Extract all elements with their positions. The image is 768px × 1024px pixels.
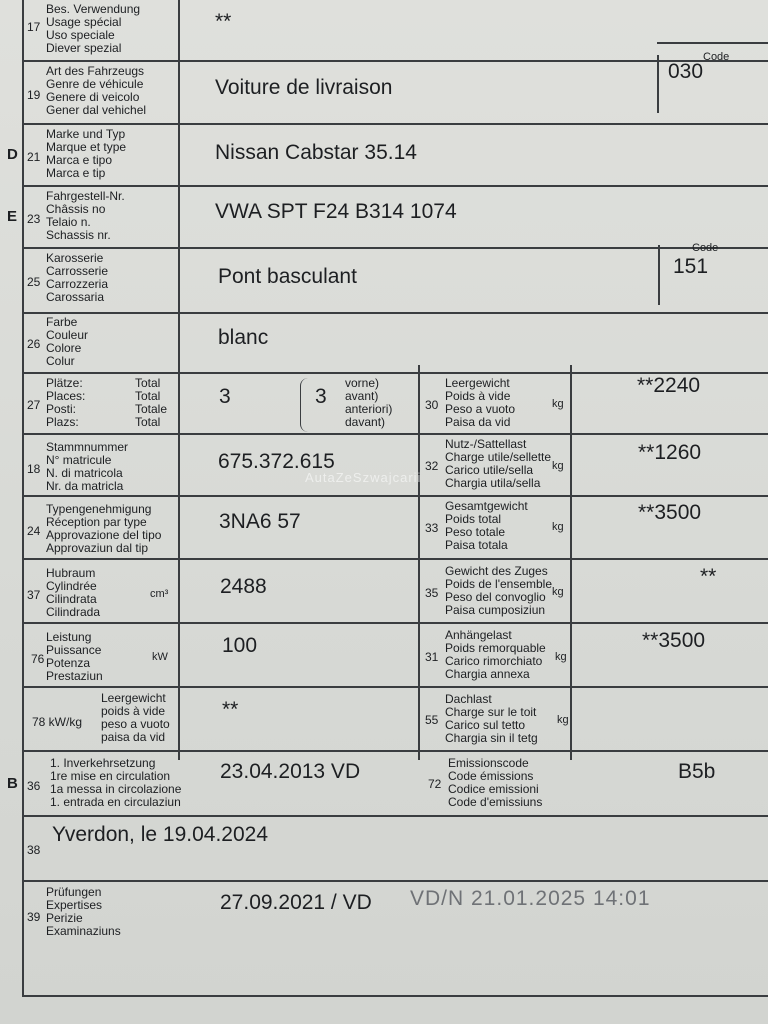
issue-place-date: Yverdon, le 19.04.2024 [52,823,269,846]
field-number: 25 [27,275,41,289]
field-number: 36 [27,779,41,793]
towing-weight-value: **3500 [642,629,706,652]
field-number: 23 [27,212,41,226]
field-number: 30 [425,398,439,412]
field-label: 1. Inverkehrsetzung 1re mise en circulation 1a messa in circolazione 1. entrada en circulaziun [50,756,182,809]
field-number: 18 [27,462,41,476]
brace-decoration [300,378,309,432]
front-labels: vorne) avant) anteriori) davant) [345,376,393,429]
field-label: Bes. Verwendung Usage spécial Uso speciale Diever spezial [46,2,141,55]
field-label: Leergewicht poids à vide peso a vuoto paisa da vid [101,691,170,744]
unit-label: kg [552,586,564,598]
field-label: Leistung Puissance Potenza Prestaziun [46,630,103,683]
unit-label: cm³ [150,588,169,600]
chassis-number-value: VWA SPT F24 B314 1074 [215,200,457,223]
field-label: Art des Fahrzeugs Genre de véhicule Genere di veicolo Gener dal vehichel [46,64,147,117]
field-label: Marke und Typ Marque et type Marca e tipo Marca e tip [46,127,127,180]
field-label: Prüfungen Expertises Perizie Examinaziuns [46,885,121,938]
field-label: Gesamtgewicht Poids total Peso totale Paisa totala [445,499,528,552]
type-approval-value: 3NA6 57 [219,510,301,533]
field-label: Plätze: Places: Posti: Plazs: [46,376,86,429]
field-number: 27 [27,398,41,412]
field-number: 76 [31,652,45,666]
power-value: 100 [222,634,258,657]
field-label: Stammnummer N° matricule N. di matricola Nr. da matricla [46,440,129,493]
body-type-code: 151 [673,255,709,278]
field-number: 32 [425,459,439,473]
field-number: 39 [27,910,41,924]
vehicle-type-value: Voiture de livraison [215,76,393,99]
unit-label: kg [552,521,564,533]
field-label: Farbe Couleur Colore Colur [46,315,89,368]
field-label: Anhängelast Poids remorquable Carico rimorchiato Chargia annexa [445,628,546,681]
color-value: blanc [218,326,269,349]
registration-number-value: 675.372.615 [218,450,335,473]
side-letter: E [7,208,18,225]
seats-total-value: 3 [219,385,231,408]
vehicle-type-code: 030 [668,60,704,83]
inspection-value: 27.09.2021 / VD [220,891,372,914]
side-letter: B [7,775,18,792]
seats-front-value: 3 [315,385,327,408]
field-number: 55 [425,713,439,727]
field-label: Karosserie Carrosserie Carrozzeria Carossaria [46,251,109,304]
code-label: Code [703,51,730,63]
field-number: 37 [27,588,41,602]
field-number: 19 [27,88,41,102]
field-number: 31 [425,650,439,664]
field-number: 17 [27,20,41,34]
power-weight-ratio-value: ** [222,698,239,721]
field-number: 26 [27,337,41,351]
displacement-value: 2488 [220,575,267,598]
field-label: Leergewicht Poids à vide Peso a vuoto Paisa da vid [445,376,516,429]
first-registration-value: 23.04.2013 VD [220,760,361,783]
field-number: 38 [27,843,41,857]
field-label: Fahrgestell-Nr. Châssis no Telaio n. Schassis nr. [46,189,125,242]
unit-label: kg [552,460,564,472]
field-label: Emissionscode Code émissions Codice emissioni Code d'emissiuns [448,756,543,809]
inspection-stamp: VD/N 21.01.2025 14:01 [410,887,651,910]
unit-label: kg [552,398,564,410]
field-number: 78 kW/kg [32,715,83,729]
train-weight-value: ** [700,565,717,588]
body-type-value: Pont basculant [218,265,357,288]
code-label: Code [692,242,719,254]
field-label: Dachlast Charge sur le toit Carico sul tetto Chargia sin il tetg [445,692,538,745]
unit-label: kg [555,651,567,663]
unit-label: kW [152,651,168,663]
usage-value: ** [215,10,232,33]
field-number: 72 [428,777,442,791]
field-label: Typengenehmigung Réception par type Approvazione del tipo Approvaziun dal tip [46,502,162,555]
field-number: 24 [27,524,41,538]
total-weight-value: **3500 [638,501,702,524]
field-label: Hubraum Cylindrée Cilindrata Cilindrada [46,566,101,619]
field-number: 21 [27,150,41,164]
field-label: Gewicht des Zuges Poids de l'ensemble Peso del convoglio Paisa cumposiziun [445,564,553,617]
field-number: 33 [425,521,439,535]
unit-label: kg [557,714,569,726]
empty-weight-value: **2240 [637,374,701,397]
field-number: 35 [425,586,439,600]
side-letter: D [7,146,18,163]
make-model-value: Nissan Cabstar 35.14 [215,141,417,164]
total-labels: Total Total Totale Total [135,376,168,429]
watermark-text: AutaZeSzwajcarii [305,470,422,485]
field-label: Nutz-/Sattellast Charge utile/sellette Carico utile/sella Chargia utila/sella [445,437,552,490]
payload-value: **1260 [638,441,702,464]
emission-code-value: B5b [678,760,716,783]
